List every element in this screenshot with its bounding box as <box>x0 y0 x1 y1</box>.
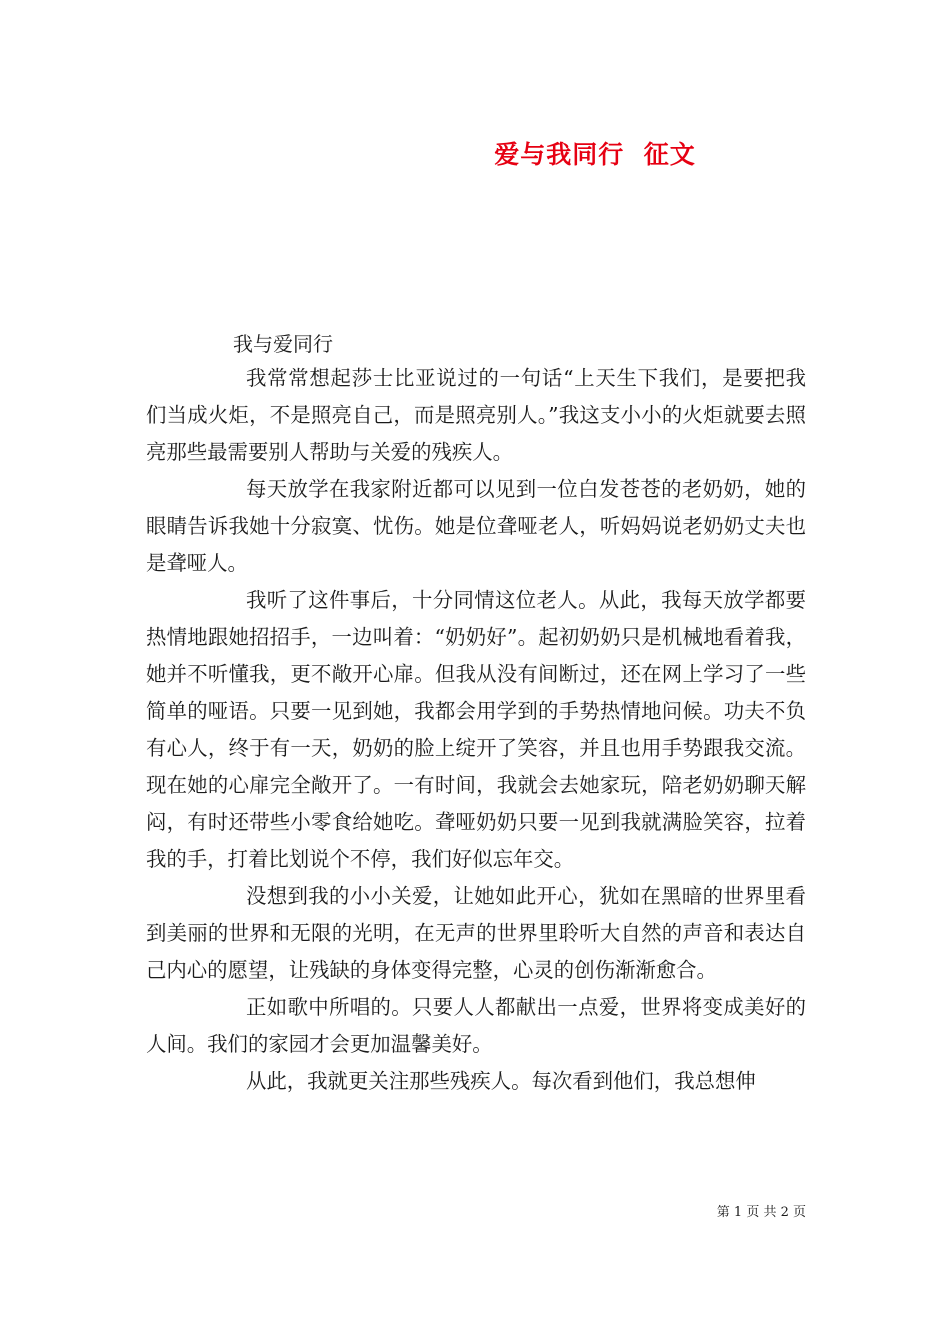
paragraph: 正如歌中所唱的。只要人人都献出一点爱，世界将变成美好的人间。我们的家园才会更加温馨美好。 <box>146 995 806 1056</box>
paragraph: 从此，我就更关注那些残疾人。每次看到他们，我总想伸 <box>246 1069 756 1093</box>
page-footer <box>0 1204 806 1222</box>
paragraph: 我听了这件事后，十分同情这位老人。从此，我每天放学都要热情地跟她招招手，一边叫着：“奶奶好”。起初奶奶只是机械地看着我，她并不听懂我，更不敞开心扉。但我从没有间断过，还在网上学习了一些简单的哑语。只要一见到她，我都会用学到的手势热情地问候。功夫不负有心人，终于有一天，奶奶的脸上绽开了笑容，并且也用手势跟我交流。现在她的心扉完全敞开了。一有时间，我就会去她家玩，陪老奶奶聊天解闷，有时还带些小零食给她吃。聋哑奶奶只要一见到我就满脸笑容，拉着我的手，打着比划说个不停，我们好似忘年交。 <box>146 588 806 871</box>
paragraph: 每天放学在我家附近都可以见到一位白发苍苍的老奶奶，她的眼睛告诉我她十分寂寞、忧伤。她是位聋哑老人，听妈妈说老奶奶丈夫也是聋哑人。 <box>146 477 806 575</box>
article-subtitle: 我与爱同行 <box>233 332 333 356</box>
document-title: 爱与我同行 征文 <box>494 140 696 169</box>
paragraph: 我常常想起莎士比亚说过的一句话“上天生下我们，是要把我们当成火炬，不是照亮自己，而是照亮别人。”我这支小小的火炬就要去照亮那些最需要别人帮助与关爱的残疾人。 <box>146 366 806 464</box>
paragraph: 没想到我的小小关爱，让她如此开心，犹如在黑暗的世界里看到美丽的世界和无限的光明，在无声的世界里聆听大自然的声音和表达自己内心的愿望，让残缺的身体变得完整，心灵的创伤渐渐愈合。 <box>146 884 806 982</box>
page-number-label: 第 1 页 共 2 页 <box>716 1205 806 1220</box>
article-body <box>146 360 806 1100</box>
